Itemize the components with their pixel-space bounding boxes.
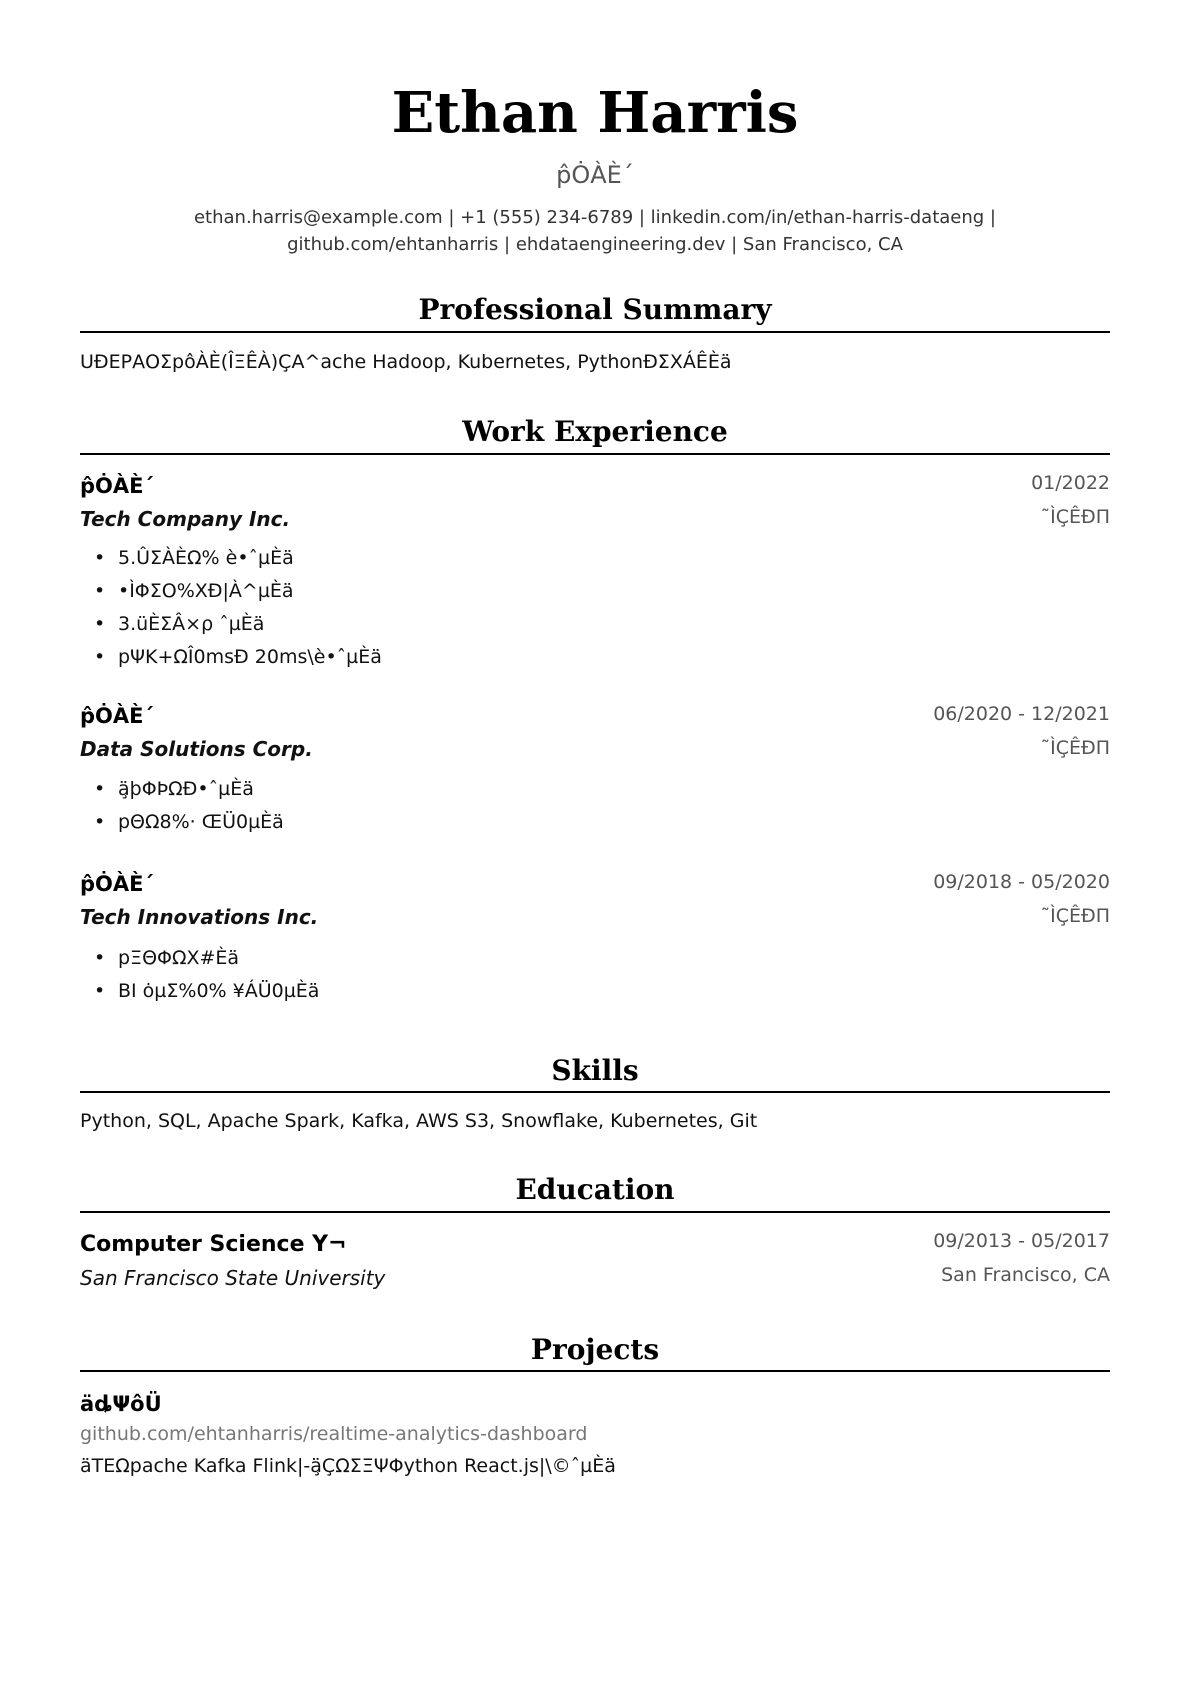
education-location: San Francisco, CA	[941, 1264, 1110, 1286]
experience-divider	[80, 453, 1110, 455]
summary-heading: Professional Summary	[418, 293, 772, 326]
job-bullet: • pΞΘΦΩΧ#Èä	[80, 945, 1080, 978]
job-company: Tech Innovations Inc.	[80, 905, 319, 929]
projects-divider	[80, 1370, 1110, 1372]
job-bullet: • BI ȯµΣ%0% ¥ÁÜ0µÈä	[80, 978, 1080, 1011]
job-bullet: • 5.ÛΣÀÈΩ% è•ˆµÈä	[80, 545, 1080, 578]
job-company: Data Solutions Corp.	[80, 737, 313, 761]
summary-text: UÐΕΡΑΟΣpôÀÈ(ÎΞÊÀ)ÇA^ache Hadoop, Kubernetes, PythonÐΣΧÁÊÈä	[80, 351, 732, 373]
education-divider	[80, 1211, 1110, 1213]
job-bullets	[80, 545, 1080, 677]
skills-text: Python, SQL, Apache Spark, Kafka, AWS S3, Snowflake, Kubernetes, Git	[80, 1110, 758, 1132]
education-heading: Education	[515, 1173, 675, 1206]
summary-divider	[80, 331, 1110, 333]
contact-line-2: github.com/ehtanharris | ehdataengineering.dev | San Francisco, CA	[287, 234, 903, 255]
project-link[interactable]: github.com/ehtanharris/realtime-analytics-dashboard	[80, 1423, 588, 1445]
job-date: 01/2022	[1031, 472, 1110, 494]
education-school: San Francisco State University	[80, 1266, 386, 1290]
job-bullet: • ä̧þΦÞΩÐ•ˆµÈä	[80, 776, 1080, 809]
job-company: Tech Company Inc.	[80, 507, 291, 531]
candidate-name: Ethan Harris	[391, 80, 799, 146]
job-title: p̂ȮÀÈ´	[80, 872, 154, 896]
job-location: ˜ÌÇÊÐΠ	[1040, 506, 1110, 528]
experience-heading: Work Experience	[462, 415, 728, 448]
contact-info	[155, 204, 1035, 258]
job-title: p̂ȮÀÈ´	[80, 474, 154, 498]
skills-heading: Skills	[551, 1054, 639, 1087]
resume-header	[0, 80, 1190, 258]
project-description: äΤΕΩpache Kafka Flink|-ä̧ÇΩΣΞΨΦython React.js|\©ˆµÈä	[80, 1455, 616, 1477]
project-name: äȡΨôÜ	[80, 1392, 162, 1416]
job-bullets	[80, 776, 1080, 842]
education-date: 09/2013 - 05/2017	[933, 1230, 1110, 1252]
education-degree: Computer Science Y¬	[80, 1232, 347, 1257]
job-bullet: • 3.üÈΣÂ×ρ ˆµÈä	[80, 611, 1080, 644]
job-bullet: • •ÌΦΣΟ%XÐ|À^µÈä	[80, 578, 1080, 611]
job-date: 06/2020 - 12/2021	[933, 703, 1110, 725]
job-location: ˜ÌÇÊÐΠ	[1040, 737, 1110, 759]
job-date: 09/2018 - 05/2020	[933, 871, 1110, 893]
job-title: p̂ȮÀÈ´	[80, 704, 154, 728]
projects-heading: Projects	[530, 1333, 660, 1366]
candidate-subtitle: p̂ȮÀÈ´	[556, 161, 634, 189]
job-bullet: • pΨΚ+ΩÎ0msÐ 20ms\è•ˆµÈä	[80, 644, 1080, 677]
job-bullet: • pΘΩ8%· ŒÜ0µÈä	[80, 809, 1080, 842]
contact-line-1: ethan.harris@example.com | +1 (555) 234-6789 | linkedin.com/in/ethan-harris-dataeng |	[193, 207, 996, 228]
job-location: ˜ÌÇÊÐΠ	[1040, 905, 1110, 927]
job-bullets	[80, 945, 1080, 1011]
skills-divider	[80, 1091, 1110, 1093]
